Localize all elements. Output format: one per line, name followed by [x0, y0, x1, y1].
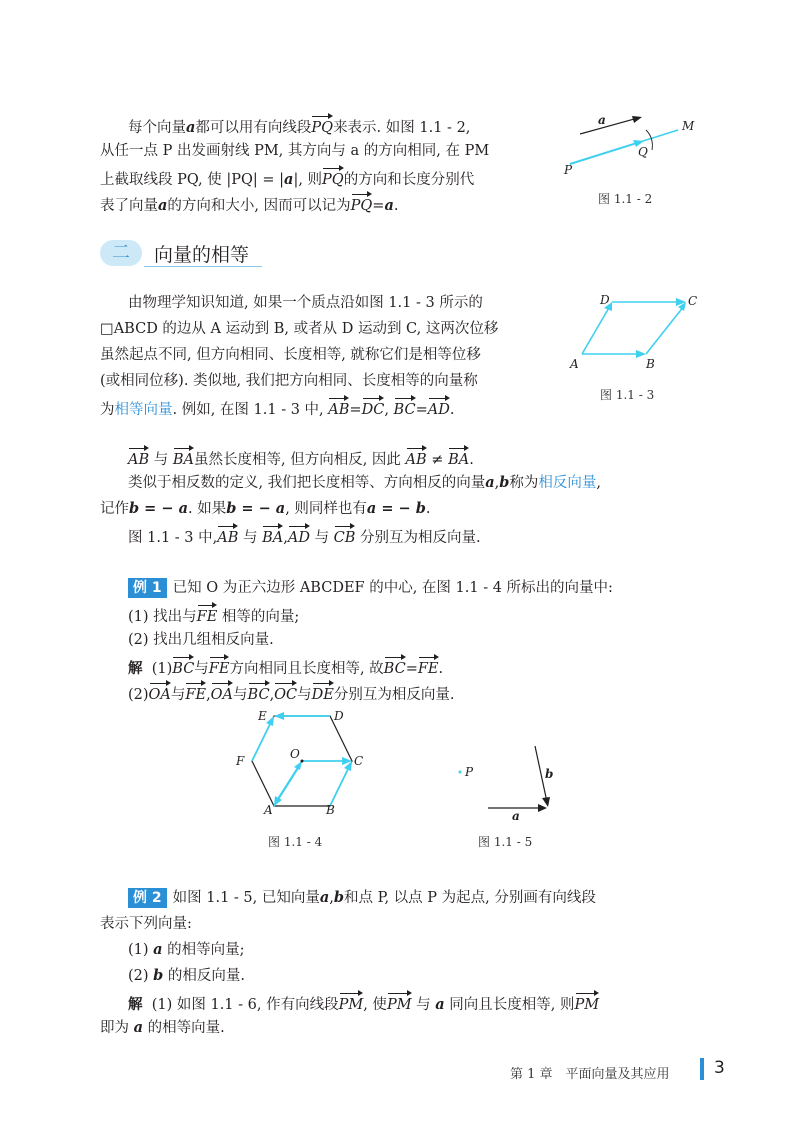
text: 上截取线段 PQ, 使 |PQ| = |	[100, 172, 285, 188]
figure-1-1-4	[232, 706, 372, 816]
text: (1)	[128, 942, 149, 958]
text: 虽然长度相等, 但方向相反, 因此	[194, 452, 401, 468]
vector-a-arrowhead	[632, 116, 642, 123]
vector: BA	[173, 447, 194, 470]
vector-a: a	[186, 119, 196, 136]
text: 与	[233, 687, 248, 703]
ex1-line3: (2) 找出几组相反向量.	[128, 632, 274, 648]
figure-1-1-5	[450, 740, 560, 830]
p1-line4	[100, 193, 398, 216]
vector: FE	[197, 604, 218, 627]
ex1-line1	[128, 578, 613, 598]
vector: OA	[211, 682, 233, 705]
text: ,	[596, 475, 601, 491]
vector: BA	[448, 447, 469, 470]
text: ,	[206, 687, 211, 703]
chapter-footer: 第 1 章 平面向量及其应用	[510, 1067, 670, 1082]
text: 的相反向量.	[167, 968, 246, 984]
solution-label: 解	[128, 660, 143, 677]
vector: AB	[406, 447, 427, 470]
figure-1-1-3	[566, 292, 706, 372]
p3-line4	[128, 525, 481, 548]
vector-a: a	[384, 197, 394, 214]
section-badge: 二	[100, 240, 142, 266]
text: 与	[297, 687, 312, 703]
text: 即为	[100, 1020, 129, 1036]
text: 类似于相反数的定义, 我们把长度相等、方向相反的向量	[128, 475, 486, 491]
section-title: 向量的相等	[154, 244, 250, 266]
vector: CB	[334, 525, 356, 548]
vector-fe	[252, 720, 272, 761]
label-p: P	[564, 163, 573, 177]
ex2-line2: 表示下列向量:	[100, 916, 192, 932]
vector-b: b	[153, 967, 164, 984]
arrow-de	[274, 712, 284, 720]
ex2-line1	[128, 888, 596, 908]
vector: FE	[209, 656, 230, 679]
text: .	[469, 452, 474, 468]
text: ≠	[431, 452, 444, 468]
vector-b-arrowhead	[542, 797, 550, 807]
ex1-line2	[128, 604, 299, 627]
label-b: b	[545, 767, 554, 781]
text: =	[349, 402, 362, 418]
vector-ao	[274, 765, 300, 806]
text: 与	[153, 452, 169, 468]
text: , 则同样也有	[285, 501, 367, 517]
p1-line3	[100, 167, 474, 190]
p3-line3	[100, 499, 431, 519]
p1-line1	[128, 115, 470, 138]
caption-fig-1-1-5: 图 1.1 - 5	[478, 835, 533, 849]
text: .	[438, 661, 444, 677]
text: 每个向量	[128, 120, 186, 136]
vector-a-arrowhead	[538, 804, 547, 812]
vector: PM	[387, 992, 412, 1015]
p3-line1	[128, 447, 474, 470]
p2-line2: □ABCD 的边从 A 运动到 B, 或者从 D 运动到 C, 这两次位移	[100, 321, 499, 337]
text: 来表示. 如图 1.1 - 2,	[333, 120, 471, 136]
vector: OA	[149, 682, 171, 705]
text: 都可以用有向线段	[195, 120, 312, 136]
solution-label: 解	[128, 996, 143, 1013]
label-d: D	[334, 709, 344, 723]
example-badge: 例 1	[128, 578, 167, 598]
label-a: a	[598, 113, 606, 127]
vector: FE	[418, 656, 439, 679]
label-a: A	[570, 357, 579, 371]
p2-line1: 由物理学知识知道, 如果一个质点沿如图 1.1 - 3 所示的	[128, 295, 483, 311]
vector-a: a	[435, 996, 445, 1013]
page-number: 3	[714, 1058, 725, 1078]
label-a: a	[512, 809, 520, 823]
caption-fig-1-1-4: 图 1.1 - 4	[268, 835, 323, 849]
ex2-line6	[100, 1018, 225, 1038]
arrow-fe	[266, 716, 274, 726]
figure-1-1-2	[560, 108, 730, 188]
center-point	[301, 760, 304, 763]
label-m: M	[682, 119, 695, 133]
formula: b = − a	[129, 500, 188, 517]
vector-pq: PQ	[351, 193, 373, 216]
text: 与	[194, 661, 209, 677]
vector: AB	[217, 525, 238, 548]
segment-pq	[570, 142, 640, 164]
vector-a: a	[158, 197, 168, 214]
ex2-line4	[128, 966, 245, 986]
text: (1)	[151, 661, 173, 677]
p3-line2	[128, 473, 601, 493]
vector: BC	[172, 656, 194, 679]
text: =	[405, 661, 418, 677]
vector-a: a	[284, 171, 294, 188]
vector: FE	[185, 682, 206, 705]
text: (2)	[128, 968, 149, 984]
text: 表了向量	[100, 198, 158, 214]
text: (2)	[128, 687, 149, 703]
vector: AB	[328, 397, 349, 420]
vector: BC	[384, 656, 406, 679]
footer-accent-bar	[700, 1058, 704, 1080]
vector-a: a	[133, 1019, 144, 1036]
ex1-line4	[128, 656, 443, 679]
p2-line3: 虽然起点不同, 但方向相同、长度相等, 就称它们是相等位移	[100, 347, 481, 363]
text: ,	[494, 475, 500, 491]
text: 分别互为相反向量.	[333, 687, 455, 703]
vector-a: a	[319, 889, 330, 906]
caption-fig-1-1-2: 图 1.1 - 2	[598, 192, 653, 206]
vector-a: a	[485, 474, 495, 491]
text: 与	[416, 997, 431, 1013]
label-d: D	[600, 293, 610, 307]
text: . 如果	[187, 501, 227, 517]
point-p	[459, 771, 462, 774]
text: , 使	[363, 997, 387, 1013]
label-q: Q	[638, 145, 648, 159]
text: ,	[269, 687, 275, 703]
text: 如图 1.1 - 5, 已知向量	[172, 890, 320, 906]
text: .	[425, 501, 431, 517]
text: 已知 O 为正六边形 ABCDEF 的中心, 在图 1.1 - 4 所标出的向量中:	[172, 580, 613, 596]
text: 的方向和长度分别代	[343, 172, 475, 188]
text: (1) 找出与	[128, 609, 197, 625]
segment-ad	[582, 306, 610, 354]
label-p: P	[465, 765, 474, 779]
vector: AD	[288, 525, 310, 548]
section-underline	[144, 266, 262, 267]
ex2-line5	[128, 992, 599, 1015]
text: =	[415, 402, 428, 418]
label-c: C	[688, 294, 698, 308]
text: ,	[384, 402, 389, 418]
label-e: E	[258, 709, 267, 723]
label-b: B	[326, 803, 335, 816]
vector: BC	[394, 397, 416, 420]
label-a: A	[264, 803, 273, 816]
vector: BC	[248, 682, 270, 705]
arrow-ab	[636, 350, 646, 358]
label-b: B	[646, 357, 655, 371]
p2-line5	[100, 397, 454, 420]
text: =	[372, 198, 385, 214]
text: 图 1.1 - 3 中,	[128, 530, 218, 546]
text: 的相等向量;	[167, 942, 245, 958]
text: .	[393, 198, 399, 214]
vector-a-line	[580, 118, 638, 134]
section-heading	[100, 238, 260, 268]
text: 为	[100, 402, 115, 418]
arrow-ao	[294, 761, 302, 770]
text: 与	[314, 530, 330, 546]
vector: AB	[128, 447, 149, 470]
label-f: F	[236, 754, 245, 768]
text: 方向相同且长度相等, 故	[229, 661, 384, 677]
caption-fig-1-1-3: 图 1.1 - 3	[600, 388, 655, 402]
text: 与	[170, 687, 186, 703]
ex2-line3	[128, 940, 245, 960]
vector: BA	[262, 525, 283, 548]
vector-a: a	[153, 941, 163, 958]
text: ,	[283, 530, 288, 546]
segment-bc	[646, 306, 684, 354]
vector-pq: PQ	[322, 167, 344, 190]
ex1-line5	[128, 682, 454, 705]
term-equal-vectors: 相等向量	[114, 402, 173, 418]
text: .	[449, 402, 455, 418]
vector-b: b	[499, 474, 510, 491]
vector: OC	[274, 682, 297, 705]
vector-b: b	[333, 889, 345, 906]
vector: AD	[428, 397, 450, 420]
text: 与	[242, 530, 258, 546]
label-c: C	[354, 754, 364, 768]
example-badge: 例 2	[128, 888, 167, 908]
p2-line4: (或相同位移). 类似地, 我们把方向相同、长度相等的向量称	[100, 373, 478, 389]
text: 同向且长度相等, 则	[449, 997, 575, 1013]
p1-line2: 从任一点 P 出发画射线 PM, 其方向与 a 的方向相同, 在 PM	[100, 143, 490, 159]
text: 相等的向量;	[221, 609, 300, 625]
label-o: O	[290, 747, 300, 761]
text: 的相等向量.	[147, 1020, 225, 1036]
text: . 例如, 在图 1.1 - 3 中,	[172, 402, 324, 418]
vector-bc	[330, 765, 350, 806]
vector: PM	[339, 992, 364, 1015]
text: (1) 如图 1.1 - 6, 作有向线段	[151, 997, 339, 1013]
vector: DC	[362, 397, 385, 420]
text: 的方向和大小, 因而可以记为	[167, 198, 351, 214]
text: 分别互为相反向量.	[360, 530, 481, 546]
vector: DE	[312, 682, 334, 705]
text: 和点 P, 以点 P 为起点, 分别画有向线段	[344, 890, 596, 906]
text: 称为	[509, 475, 539, 491]
term-opposite-vectors: 相反向量	[538, 475, 597, 491]
formula: b = − a	[226, 500, 286, 517]
formula: a = − b	[366, 500, 426, 517]
vector-pq: PQ	[311, 115, 333, 138]
vector: PM	[575, 992, 600, 1015]
text: ,	[329, 890, 334, 906]
text: |, 则	[293, 172, 323, 188]
text: 记作	[100, 501, 129, 517]
